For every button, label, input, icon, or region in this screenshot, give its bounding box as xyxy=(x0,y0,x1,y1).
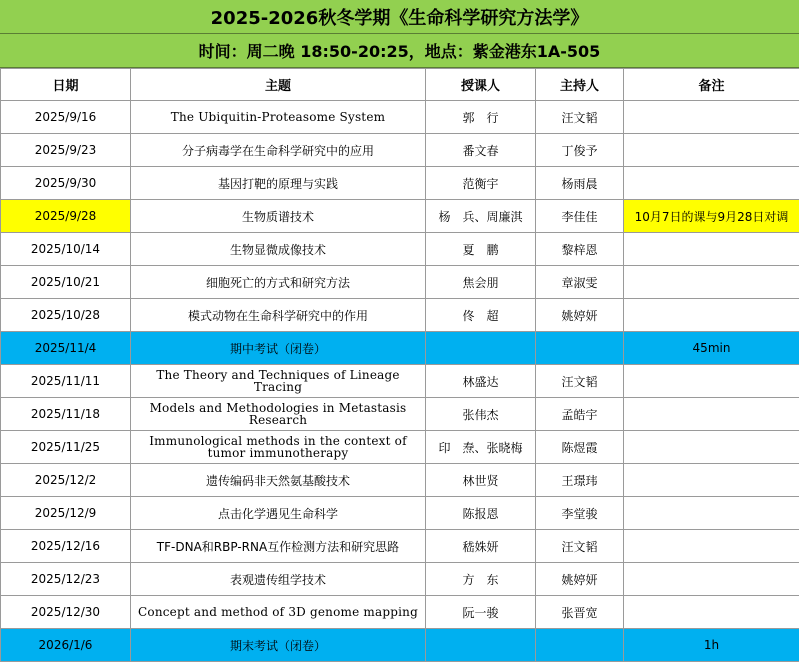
cell-note[interactable] xyxy=(624,266,799,299)
cell-lecturer[interactable] xyxy=(426,332,536,365)
cell-topic[interactable]: 基因打靶的原理与实践 xyxy=(131,167,426,200)
cell-note[interactable] xyxy=(624,530,799,563)
cell-topic[interactable]: 期末考试（闭卷） xyxy=(131,629,426,662)
cell-lecturer[interactable]: 张伟杰 xyxy=(426,398,536,431)
cell-date[interactable]: 2025/12/23 xyxy=(1,563,131,596)
cell-lecturer[interactable]: 方 东 xyxy=(426,563,536,596)
cell-host[interactable] xyxy=(536,332,624,365)
cell-lecturer[interactable]: 杨 兵、周廉淇 xyxy=(426,200,536,233)
cell-date[interactable]: 2025/10/14 xyxy=(1,233,131,266)
cell-date[interactable]: 2025/9/28 xyxy=(1,200,131,233)
cell-lecturer[interactable]: 印 焘、张晓梅 xyxy=(426,431,536,464)
cell-date[interactable]: 2025/9/16 xyxy=(1,101,131,134)
cell-date[interactable]: 2025/12/30 xyxy=(1,596,131,629)
header-row xyxy=(1,69,799,101)
cell-topic[interactable]: The Theory and Techniques of Lineage Tracing xyxy=(131,365,426,398)
table-row xyxy=(1,497,799,530)
table-row xyxy=(1,200,799,233)
column-header-host[interactable]: 主持人 xyxy=(536,69,624,101)
cell-host[interactable]: 姚婷妍 xyxy=(536,563,624,596)
cell-note[interactable] xyxy=(624,431,799,464)
table-row xyxy=(1,134,799,167)
cell-topic[interactable]: 生物质谱技术 xyxy=(131,200,426,233)
cell-note[interactable] xyxy=(624,101,799,134)
cell-date[interactable]: 2025/12/16 xyxy=(1,530,131,563)
table-row xyxy=(1,266,799,299)
cell-topic[interactable]: Immunological methods in the context of tumor immunotherapy xyxy=(131,431,426,464)
cell-topic[interactable]: 期中考试（闭卷） xyxy=(131,332,426,365)
cell-topic[interactable]: 分子病毒学在生命科学研究中的应用 xyxy=(131,134,426,167)
cell-host[interactable]: 黎梓恩 xyxy=(536,233,624,266)
cell-note[interactable] xyxy=(624,134,799,167)
column-header-note[interactable]: 备注 xyxy=(624,69,799,101)
table-row xyxy=(1,629,799,662)
cell-host[interactable]: 王璟玮 xyxy=(536,464,624,497)
cell-topic[interactable]: TF-DNA和RBP-RNA互作检测方法和研究思路 xyxy=(131,530,426,563)
sheet-title: 2025-2026秋冬学期《生命科学研究方法学》 xyxy=(0,0,799,34)
cell-host[interactable]: 姚婷妍 xyxy=(536,299,624,332)
cell-topic[interactable]: Concept and method of 3D genome mapping xyxy=(131,596,426,629)
cell-host[interactable]: 陈煜霞 xyxy=(536,431,624,464)
cell-host[interactable]: 丁俊予 xyxy=(536,134,624,167)
cell-note[interactable] xyxy=(624,167,799,200)
cell-topic[interactable]: 细胞死亡的方式和研究方法 xyxy=(131,266,426,299)
cell-note[interactable] xyxy=(624,233,799,266)
table-row xyxy=(1,167,799,200)
cell-host[interactable]: 李堂骏 xyxy=(536,497,624,530)
cell-note[interactable] xyxy=(624,365,799,398)
cell-note[interactable] xyxy=(624,497,799,530)
table-row xyxy=(1,398,799,431)
cell-lecturer[interactable]: 郭 行 xyxy=(426,101,536,134)
cell-date[interactable]: 2025/11/25 xyxy=(1,431,131,464)
cell-host[interactable]: 孟皓宇 xyxy=(536,398,624,431)
cell-lecturer[interactable]: 陈报恩 xyxy=(426,497,536,530)
cell-date[interactable]: 2025/10/28 xyxy=(1,299,131,332)
cell-note[interactable]: 45min xyxy=(624,332,799,365)
cell-date[interactable]: 2025/9/30 xyxy=(1,167,131,200)
cell-host[interactable]: 汪文韬 xyxy=(536,365,624,398)
column-header-lecturer[interactable]: 授课人 xyxy=(426,69,536,101)
cell-lecturer[interactable] xyxy=(426,629,536,662)
cell-lecturer[interactable]: 番文春 xyxy=(426,134,536,167)
cell-lecturer[interactable]: 嵇姝妍 xyxy=(426,530,536,563)
cell-note[interactable] xyxy=(624,464,799,497)
cell-host[interactable]: 张晋宽 xyxy=(536,596,624,629)
cell-date[interactable]: 2025/11/11 xyxy=(1,365,131,398)
cell-lecturer[interactable]: 林世贤 xyxy=(426,464,536,497)
table-row xyxy=(1,332,799,365)
cell-lecturer[interactable]: 阮一骏 xyxy=(426,596,536,629)
cell-lecturer[interactable]: 范衡宇 xyxy=(426,167,536,200)
cell-note[interactable] xyxy=(624,596,799,629)
cell-lecturer[interactable]: 佟 超 xyxy=(426,299,536,332)
column-header-date[interactable]: 日期 xyxy=(1,69,131,101)
cell-topic[interactable]: 模式动物在生命科学研究中的作用 xyxy=(131,299,426,332)
cell-topic[interactable]: 表观遗传组学技术 xyxy=(131,563,426,596)
table-row xyxy=(1,299,799,332)
cell-lecturer[interactable]: 焦会朋 xyxy=(426,266,536,299)
sheet-subtitle: 时间：周二晚 18:50-20:25，地点：紫金港东1A-505 xyxy=(0,34,799,68)
cell-date[interactable]: 2026/1/6 xyxy=(1,629,131,662)
table-row xyxy=(1,101,799,134)
cell-topic[interactable]: 点击化学遇见生命科学 xyxy=(131,497,426,530)
cell-topic[interactable]: The Ubiquitin-Proteasome System xyxy=(131,101,426,134)
cell-lecturer[interactable]: 林盛达 xyxy=(426,365,536,398)
cell-date[interactable]: 2025/12/9 xyxy=(1,497,131,530)
cell-note[interactable]: 1h xyxy=(624,629,799,662)
cell-topic[interactable]: Models and Methodologies in Metastasis Research xyxy=(131,398,426,431)
cell-date[interactable]: 2025/11/4 xyxy=(1,332,131,365)
table-row xyxy=(1,464,799,497)
cell-host[interactable]: 李佳佳 xyxy=(536,200,624,233)
cell-note[interactable]: 10月7日的课与9月28日对调 xyxy=(624,200,799,233)
table-row xyxy=(1,233,799,266)
column-header-topic[interactable]: 主题 xyxy=(131,69,426,101)
cell-host[interactable]: 杨雨晨 xyxy=(536,167,624,200)
cell-date[interactable]: 2025/12/2 xyxy=(1,464,131,497)
cell-host[interactable]: 汪文韬 xyxy=(536,101,624,134)
cell-host[interactable]: 章淑雯 xyxy=(536,266,624,299)
table-row xyxy=(1,365,799,398)
table-row xyxy=(1,530,799,563)
schedule-table xyxy=(0,68,799,662)
table-row xyxy=(1,563,799,596)
cell-date[interactable]: 2025/11/18 xyxy=(1,398,131,431)
cell-host[interactable] xyxy=(536,629,624,662)
table-row xyxy=(1,596,799,629)
cell-note[interactable] xyxy=(624,563,799,596)
cell-note[interactable] xyxy=(624,398,799,431)
cell-topic[interactable]: 遗传编码非天然氨基酸技术 xyxy=(131,464,426,497)
table-row xyxy=(1,431,799,464)
cell-note[interactable] xyxy=(624,299,799,332)
cell-date[interactable]: 2025/10/21 xyxy=(1,266,131,299)
cell-host[interactable]: 汪文韬 xyxy=(536,530,624,563)
cell-topic[interactable]: 生物显微成像技术 xyxy=(131,233,426,266)
cell-lecturer[interactable]: 夏 鹏 xyxy=(426,233,536,266)
cell-date[interactable]: 2025/9/23 xyxy=(1,134,131,167)
